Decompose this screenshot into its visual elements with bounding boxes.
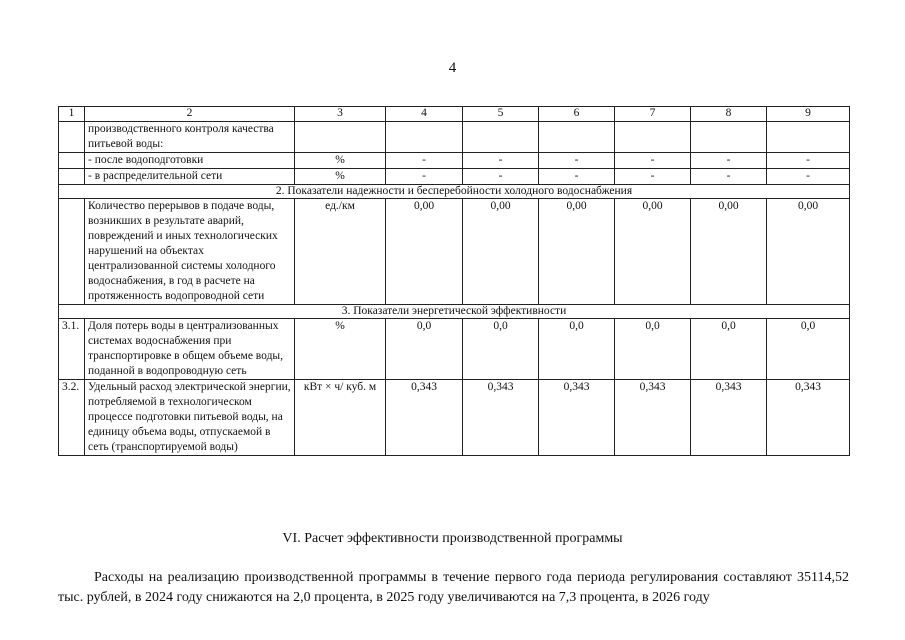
row-number: [59, 199, 85, 305]
unit-cell: %: [295, 153, 386, 169]
unit-cell: %: [295, 319, 386, 380]
value-cell: -: [463, 153, 539, 169]
value-cell: 0,343: [539, 380, 615, 456]
value-cell: 0,00: [539, 199, 615, 305]
value-cell: 0,343: [463, 380, 539, 456]
table-row: [59, 122, 850, 153]
value-cell: 0,0: [615, 319, 691, 380]
value-cell: [615, 122, 691, 153]
header-cell: 6: [539, 107, 615, 122]
value-cell: [386, 122, 463, 153]
value-cell: -: [767, 153, 850, 169]
value-cell: 0,0: [463, 319, 539, 380]
indicator-name: - в распределительной сети: [85, 169, 295, 185]
section-row: [59, 305, 850, 319]
value-cell: [539, 122, 615, 153]
indicator-name: Количество перерывов в подаче воды, возникших в результате аварий, повреждений и иных технологических нарушений на объектах централизованной системы холодного водоснабжения, в год в расчете на протяженность водопроводной сети: [85, 199, 295, 305]
header-cell: 2: [85, 107, 295, 122]
unit-cell: ед./км: [295, 199, 386, 305]
section-title: 2. Показатели надежности и бесперебойности холодного водоснабжения: [59, 185, 850, 199]
table-row: [59, 153, 850, 169]
value-cell: 0,00: [767, 199, 850, 305]
indicator-name: Доля потерь воды в централизованных системах водоснабжения при транспортировке в общем объеме воды, поданной в водопроводную сеть: [85, 319, 295, 380]
table-row: [59, 199, 850, 305]
unit-cell: [295, 122, 386, 153]
section-title: 3. Показатели энергетической эффективности: [59, 305, 850, 319]
value-cell: -: [615, 169, 691, 185]
table-row: [59, 319, 850, 380]
row-number: 3.1.: [59, 319, 85, 380]
value-cell: 0,0: [691, 319, 767, 380]
value-cell: -: [691, 153, 767, 169]
value-cell: -: [463, 169, 539, 185]
value-cell: 0,343: [767, 380, 850, 456]
header-cell: 1: [59, 107, 85, 122]
page-number: 4: [448, 60, 457, 76]
value-cell: -: [386, 169, 463, 185]
value-cell: [463, 122, 539, 153]
table-header-row: [59, 107, 850, 122]
section-heading: VI. Расчет эффективности производственной программы: [282, 531, 623, 546]
header-cell: 7: [615, 107, 691, 122]
value-cell: 0,0: [539, 319, 615, 380]
row-number: [59, 122, 85, 153]
value-cell: -: [691, 169, 767, 185]
header-cell: 4: [386, 107, 463, 122]
indicator-name: производственного контроля качества питьевой воды:: [85, 122, 295, 153]
value-cell: -: [386, 153, 463, 169]
value-cell: 0,343: [615, 380, 691, 456]
value-cell: 0,343: [386, 380, 463, 456]
value-cell: 0,0: [386, 319, 463, 380]
value-cell: -: [615, 153, 691, 169]
unit-cell: кВт × ч/ куб. м: [295, 380, 386, 456]
indicators-table: [58, 106, 850, 456]
value-cell: 0,00: [615, 199, 691, 305]
header-cell: 8: [691, 107, 767, 122]
table-row: [59, 169, 850, 185]
header-cell: 9: [767, 107, 850, 122]
header-cell: 3: [295, 107, 386, 122]
value-cell: 0,00: [386, 199, 463, 305]
value-cell: 0,0: [767, 319, 850, 380]
value-cell: 0,343: [691, 380, 767, 456]
indicator-name: Удельный расход электрической энергии, потребляемой в технологическом процессе подготовки питьевой воды, на единицу объема воды, отпускаемой в сеть (транспортируемой воды): [85, 380, 295, 456]
value-cell: 0,00: [463, 199, 539, 305]
unit-cell: %: [295, 169, 386, 185]
value-cell: 0,00: [691, 199, 767, 305]
body-paragraph: Расходы на реализацию производственной программы в течение первого года периода регулирования составляют 35114,52 тыс. рублей, в 2024 году снижаются на 2,0 процента, в 2025 году увеличиваются на 7,3 процента, в 2026 году: [58, 570, 849, 605]
value-cell: -: [539, 153, 615, 169]
indicator-name: - после водоподготовки: [85, 153, 295, 169]
row-number: 3.2.: [59, 380, 85, 456]
value-cell: [691, 122, 767, 153]
value-cell: -: [539, 169, 615, 185]
table-row: [59, 380, 850, 456]
section-row: [59, 185, 850, 199]
row-number: [59, 153, 85, 169]
header-cell: 5: [463, 107, 539, 122]
value-cell: -: [767, 169, 850, 185]
row-number: [59, 169, 85, 185]
value-cell: [767, 122, 850, 153]
